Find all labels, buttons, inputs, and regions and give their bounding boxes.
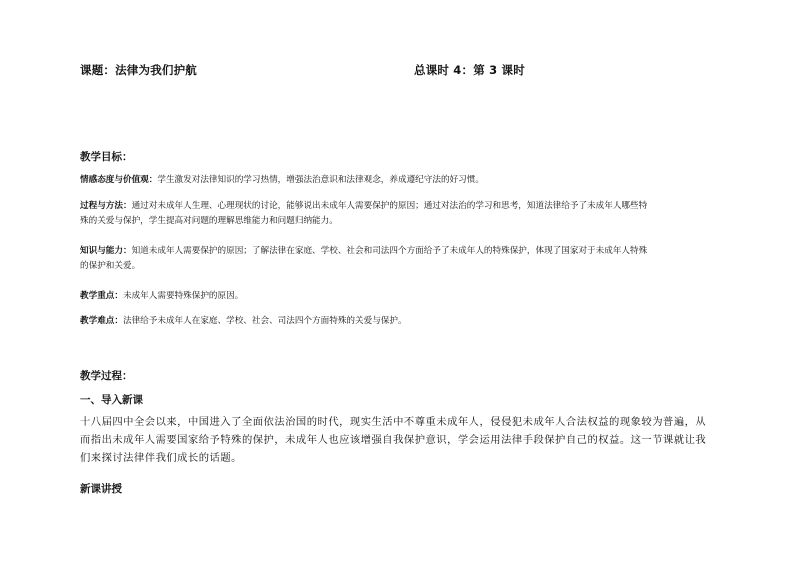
lesson-title-text: 法律为我们护航 bbox=[115, 63, 198, 77]
section-intro-title: 一、导入新课 bbox=[80, 394, 143, 406]
objective-text: 未成年人需要特殊保护的原因。 bbox=[122, 291, 244, 301]
paragraph-line: 们来探讨法律伴我们成长的话题。 bbox=[80, 452, 242, 464]
objective-text-cont: 的保护和关爱。 bbox=[80, 261, 141, 271]
objective-label: 教学难点： bbox=[80, 316, 123, 326]
objectives-heading: 教学目标： bbox=[80, 151, 133, 163]
objective-key-point bbox=[80, 289, 720, 304]
lesson-label: 课题： bbox=[80, 63, 116, 77]
lesson-hours bbox=[414, 62, 525, 78]
objective-text: 知道未成年人需要保护的原因；了解法律在家庭、学校、社会和司法四个方面给予了未成年人的特殊保护，体现了国家对于未成年人特殊 bbox=[131, 246, 648, 256]
section-new-lesson-title: 新课讲授 bbox=[80, 483, 122, 495]
lesson-title bbox=[80, 62, 197, 78]
objective-text: 学生激发对法律知识的学习热情，增强法治意识和法律观念，养成遵纪守法的好习惯。 bbox=[157, 175, 484, 185]
objective-label: 情感态度与价值观： bbox=[80, 175, 158, 185]
objective-difficulty bbox=[80, 314, 720, 329]
objective-label: 教学重点： bbox=[80, 291, 123, 301]
current-hour: 第 3 课时 bbox=[473, 63, 525, 77]
objective-label: 知识与能力： bbox=[80, 246, 132, 256]
objective-affect bbox=[80, 173, 720, 188]
objective-text: 法律给予未成年人在家庭、学校、社会、司法四个方面特殊的关爱与保护。 bbox=[122, 316, 407, 326]
total-hours: 总课时 4： bbox=[414, 63, 474, 77]
process-heading: 教学过程： bbox=[80, 370, 133, 382]
paragraph-line: 而指出未成年人需要国家给予特殊的保护，未成年人也应该增强自我保护意识，学会运用法律手段保护自己的权益。这一节课就让我 bbox=[80, 434, 707, 446]
objective-text-cont: 殊的关爱与保护，学生提高对问题的理解思维能力和问题归纳能力。 bbox=[80, 216, 338, 226]
objective-text: 通过对未成年人生理、心理现状的讨论，能够说出未成年人需要保护的原因；通过对法治的学习和思考，知道法律给予了未成年人哪些特 bbox=[131, 201, 648, 211]
section-intro-body bbox=[80, 413, 720, 467]
objective-knowledge bbox=[80, 244, 720, 274]
objective-process bbox=[80, 199, 720, 229]
paragraph-line: 十八届四中全会以来，中国进入了全面依法治国的时代，现实生活中不尊重未成年人，侵侵犯未成年人合法权益的现象较为普遍，从 bbox=[80, 416, 707, 428]
objective-label: 过程与方法： bbox=[80, 201, 132, 211]
